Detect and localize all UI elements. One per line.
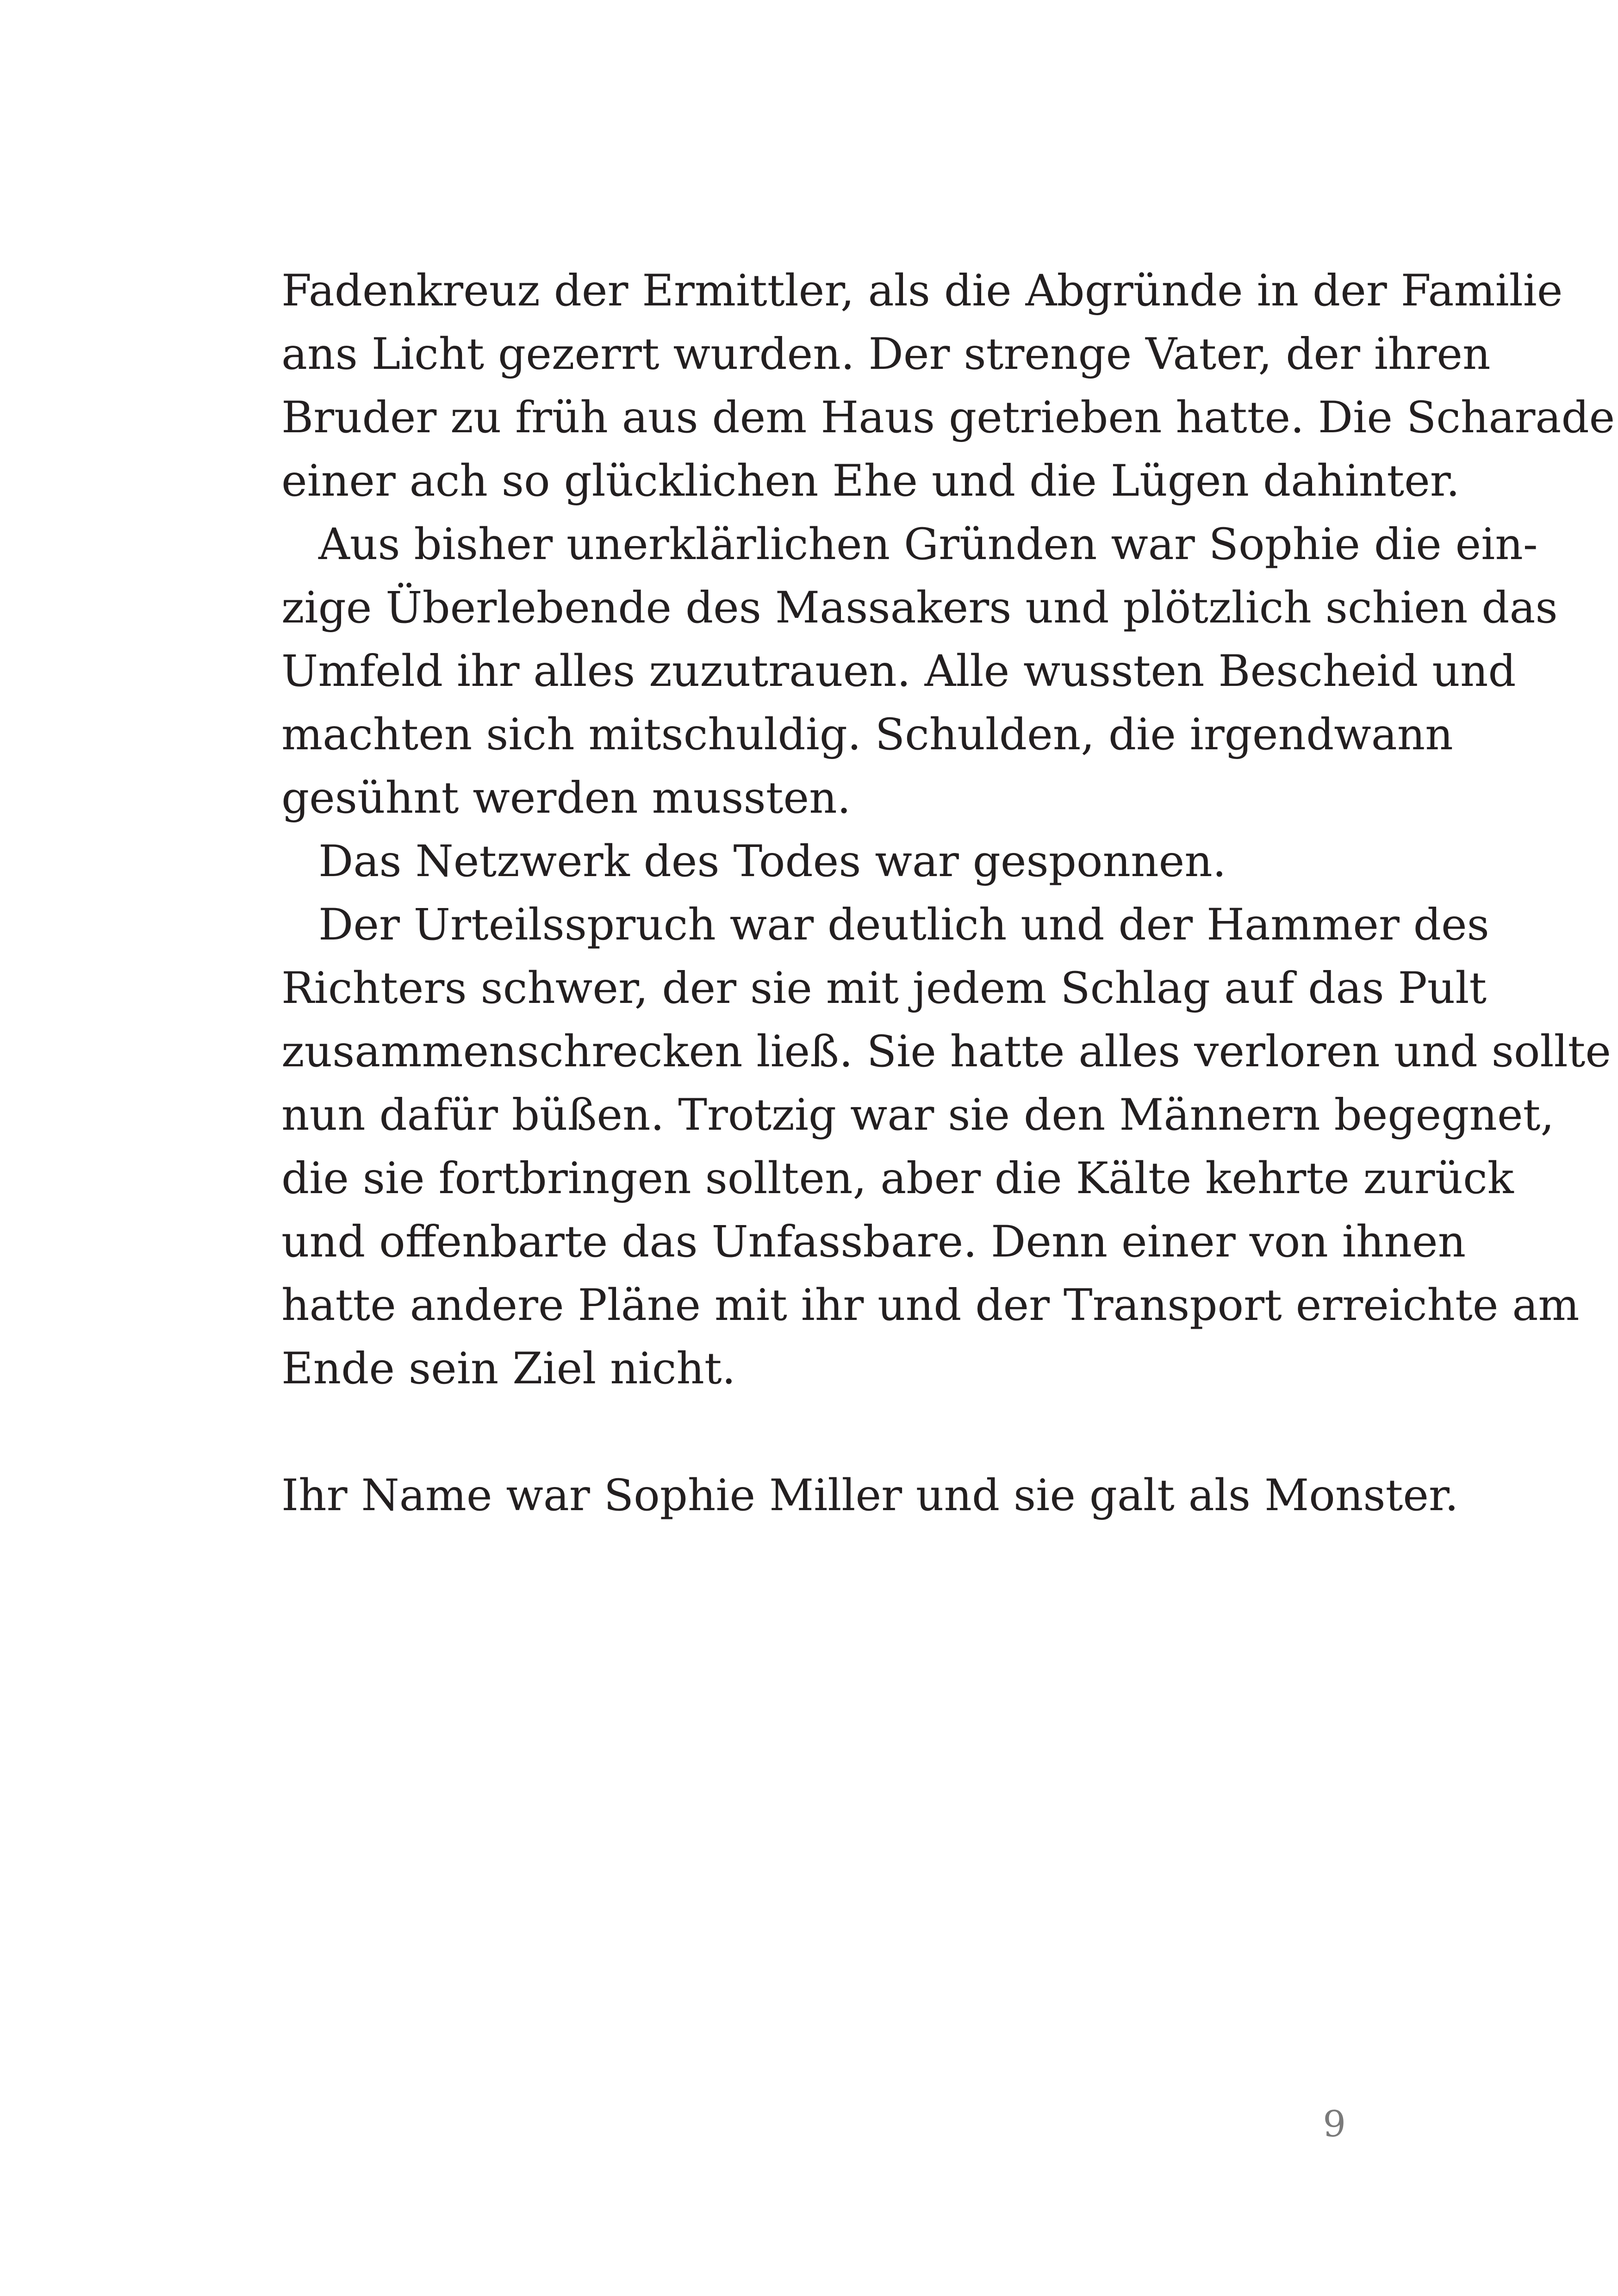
text-line: machten sich mitschuldig. Schulden, die irgendwann	[281, 709, 1453, 760]
text-line: einer ach so glücklichen Ehe und die Lügen dahinter.	[281, 456, 1460, 506]
text-line: hatte andere Pläne mit ihr und der Transport erreichte am	[281, 1280, 1580, 1331]
text-line: Fadenkreuz der Ermittler, als die Abgründe in der Familie	[281, 266, 1563, 316]
text-line: zige Überlebende des Massakers und plötzlich schien das	[281, 583, 1558, 633]
text-line: Bruder zu früh aus dem Haus getrieben hatte. Die Scharade	[281, 392, 1615, 443]
closing-line: Ihr Name war Sophie Miller und sie galt als Monster.	[281, 1470, 1459, 1521]
text-line: nun dafür büßen. Trotzig war sie den Männern begegnet,	[281, 1090, 1555, 1140]
text-line: Das Netzwerk des Todes war gesponnen.	[318, 836, 1226, 887]
text-line: Ende sein Ziel nicht.	[281, 1344, 736, 1394]
text-line: und offenbarte das Unfassbare. Denn einer von ihnen	[281, 1217, 1466, 1267]
page-number: 9	[1323, 2103, 1346, 2145]
paragraph-gap	[281, 1400, 1346, 1464]
text-line: Der Urteilsspruch war deutlich und der Hammer des	[318, 900, 1489, 950]
text-line: Richters schwer, der sie mit jedem Schlag auf das Pult	[281, 963, 1487, 1014]
text-line: gesühnt werden mussten.	[281, 773, 851, 823]
text-line: Aus bisher unerklärlichen Gründen war Sophie die ein-	[318, 519, 1538, 570]
text-line: die sie fortbringen sollten, aber die Kälte kehrte zurück	[281, 1153, 1514, 1204]
body-text	[281, 259, 1615, 1527]
text-line: Umfeld ihr alles zuzutrauen. Alle wussten Bescheid und	[281, 646, 1516, 697]
text-line: zusammenschrecken ließ. Sie hatte alles verloren und sollte	[281, 1027, 1612, 1077]
text-line: ans Licht gezerrt wurden. Der strenge Vater, der ihren	[281, 329, 1491, 380]
